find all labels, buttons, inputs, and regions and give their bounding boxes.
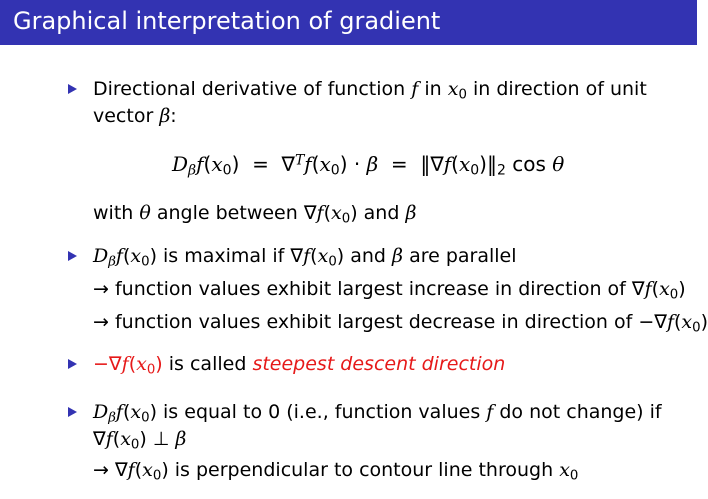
item2-decrease-text: function values exhibit largest decrease in direction of: [114, 311, 633, 333]
item1-text: Directional derivative of function: [93, 78, 406, 100]
bullet-icon: [68, 251, 77, 261]
formula-directional-derivative: $D_\beta f(x_0) = \nabla^Tf(x_0) \cdot \beta$ = $‖\nabla f(x_0)‖_2$ cos θ: [172, 152, 565, 179]
item1-with: with: [93, 202, 134, 224]
item1-angle-text: angle between: [156, 202, 298, 224]
item2-text: is maximal if: [163, 245, 285, 267]
steepest-descent-label: steepest descent direction: [252, 353, 506, 375]
item3-line: $-\nabla f(x_0)$ is called steepest descent direction: [93, 353, 506, 378]
item3-text: is called: [168, 353, 247, 375]
item4-text: is equal to 0 (i.e., function values: [163, 401, 481, 423]
item2-arrow2: → function values exhibit largest decrease in direction of $-\nabla f(x_0)$: [93, 311, 708, 336]
item2-and: and: [350, 245, 386, 267]
bullet-icon: [68, 407, 77, 417]
item4-line2: $\nabla f(x_0)$ ⊥ β: [93, 428, 187, 453]
item1-angle-line: with θ angle between $\nabla f(x_0)$ and β: [93, 202, 417, 227]
item1-in: in: [424, 78, 442, 100]
item4-arrow: → $\nabla f(x_0)$ is perpendicular to contour line through $x_0$: [93, 459, 579, 484]
item4-line1: $D_\beta f(x_0)$ is equal to 0 (i.e., function values f do not change) if: [93, 401, 662, 426]
right-arrow-icon: →: [93, 459, 109, 481]
item4-perp-text: is perpendicular to contour line through: [174, 459, 554, 481]
item2-line1: $D_\beta f(x_0)$ is maximal if $\nabla f(x_0)$ and β are parallel: [93, 245, 517, 270]
item2-arrow1: → function values exhibit largest increase in direction of $\nabla f(x_0)$: [93, 278, 686, 303]
bullet-icon: [68, 84, 77, 94]
item1-vector: vector: [93, 105, 154, 127]
right-arrow-icon: →: [93, 278, 109, 300]
item1-and: and: [363, 202, 400, 224]
item1-line1: Directional derivative of function f in $x_0$ in direction of unit: [93, 78, 647, 103]
slide-title: Graphical interpretation of gradient: [13, 7, 441, 35]
bullet-icon: [68, 359, 77, 369]
item2-tail: are parallel: [409, 245, 517, 267]
item4-text2: do not change) if: [499, 401, 662, 423]
right-arrow-icon: →: [93, 311, 109, 333]
title-bar: [0, 0, 697, 45]
item1-text-end: in direction of unit: [472, 78, 647, 100]
item1-line2: vector β:: [93, 105, 177, 127]
item2-increase-text: function values exhibit largest increase in direction of: [114, 278, 626, 300]
